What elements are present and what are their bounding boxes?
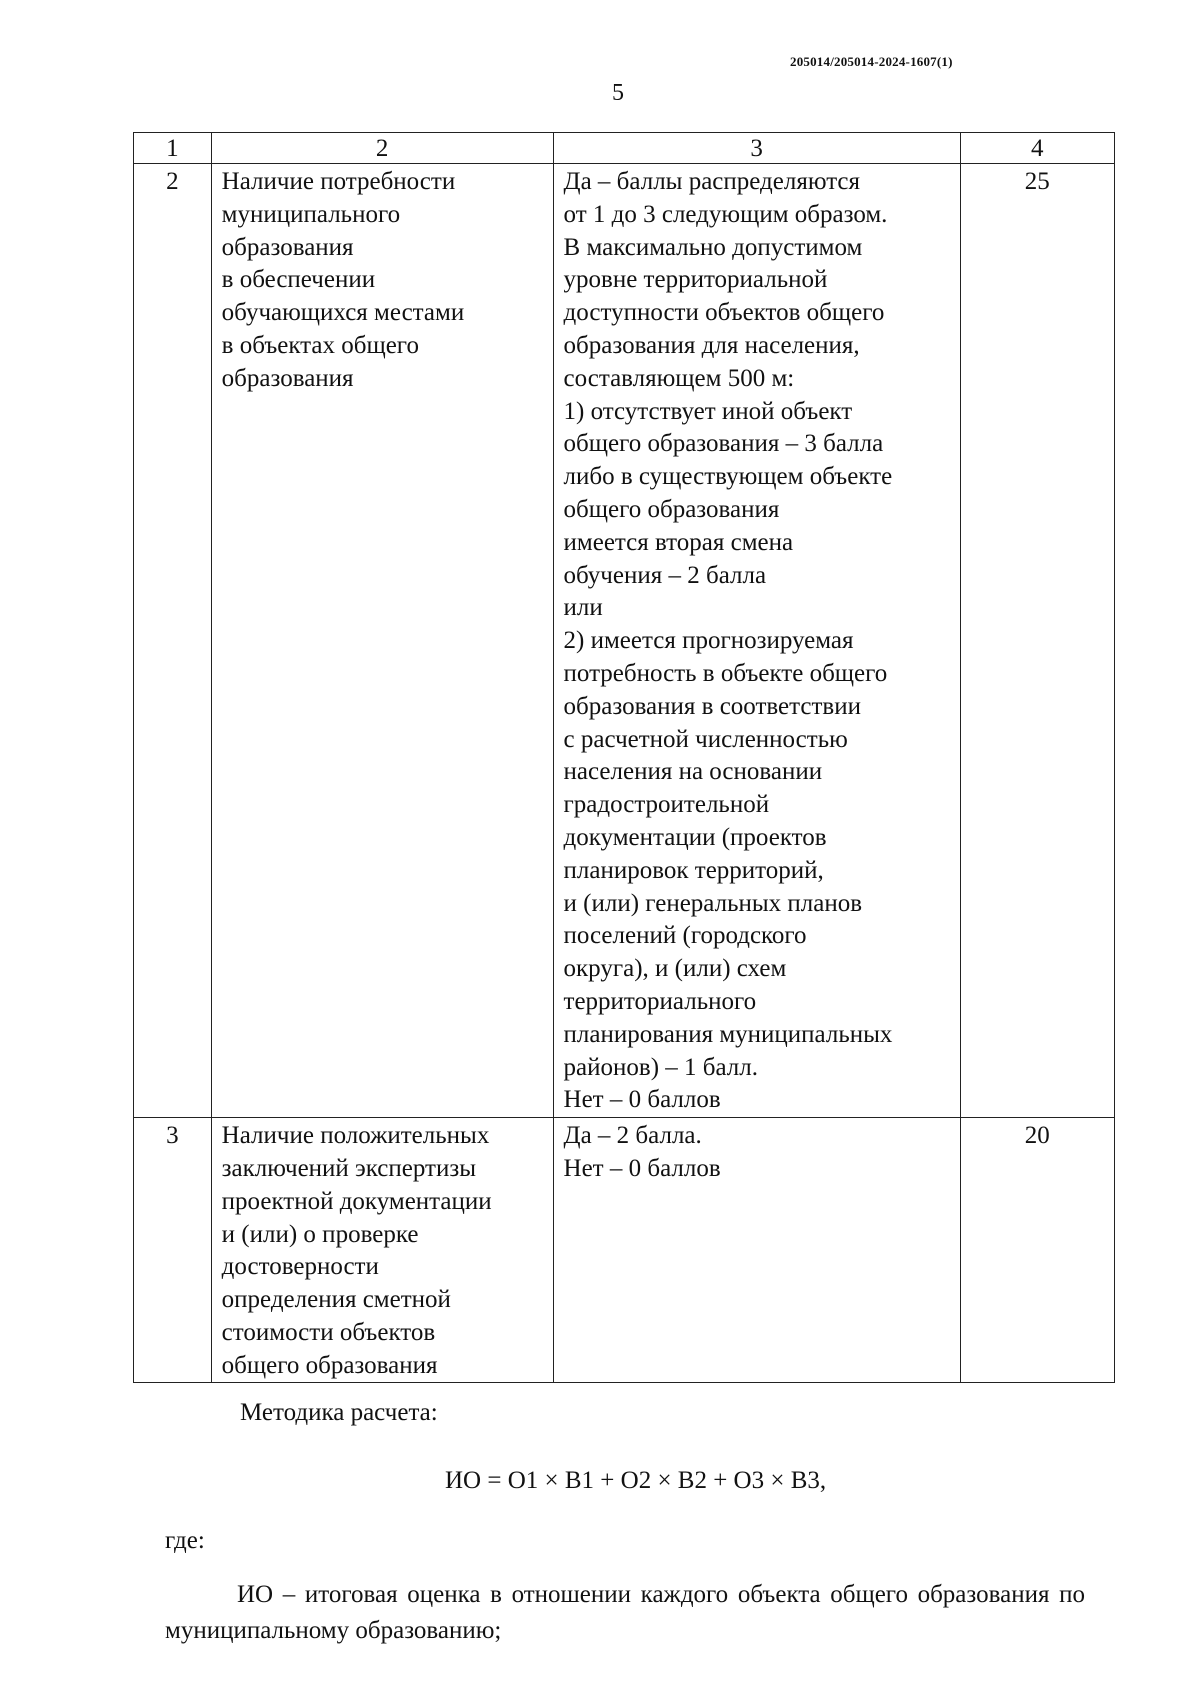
formula: ИО = О1 × В1 + О2 × В2 + О3 × В3, [445,1467,827,1494]
scoring-cell: Да – 2 балла. Нет – 0 баллов [553,1118,960,1383]
row-number: 3 [134,1118,212,1383]
column-header-3: 3 [553,133,960,164]
criterion-cell: Наличие потребности муниципального образования в обеспечении обучающихся местами в объектах общего образования [211,164,553,1118]
method-heading: Методика расчета: [240,1399,438,1426]
page-number: 5 [612,80,624,106]
criteria-table [133,132,1115,1383]
document-id: 205014/205014-2024-1607(1) [790,54,953,69]
table-row [134,1118,1115,1383]
weight-cell: 20 [960,1118,1114,1383]
column-header-2: 2 [211,133,553,164]
table-row [134,164,1115,1118]
table-header-row [134,133,1115,164]
weight-cell: 25 [960,164,1114,1118]
where-label: где: [165,1527,205,1554]
definition-paragraph: ИО – итоговая оценка в отношении каждого объекта общего образования по муниципальному образованию; [165,1581,1085,1644]
criterion-cell: Наличие положительных заключений экспертизы проектной документации и (или) о проверке достоверности определения сметной стоимости объектов общего образования [211,1118,553,1383]
scoring-cell: Да – баллы распределяются от 1 до 3 следующим образом. В максимально допустимом уровне территориальной доступности объектов общего образования для населения, составляющем 500 м: 1) отсутствует иной объект общего образования – 3 балла либо в существующем объекте общего образования имеется вторая смена обучения – 2 балла или 2) имеется прогнозируемая потребность в объекте общего образования в соответствии с расчетной численностью населения на основании градостроительной документации (проектов планировок территорий, и (или) генеральных планов поселений (городского округа), и (или) схем территориального планирования муниципальных районов) – 1 балл. Нет – 0 баллов [553,164,960,1118]
column-header-4: 4 [960,133,1114,164]
row-number: 2 [134,164,212,1118]
column-header-1: 1 [134,133,212,164]
